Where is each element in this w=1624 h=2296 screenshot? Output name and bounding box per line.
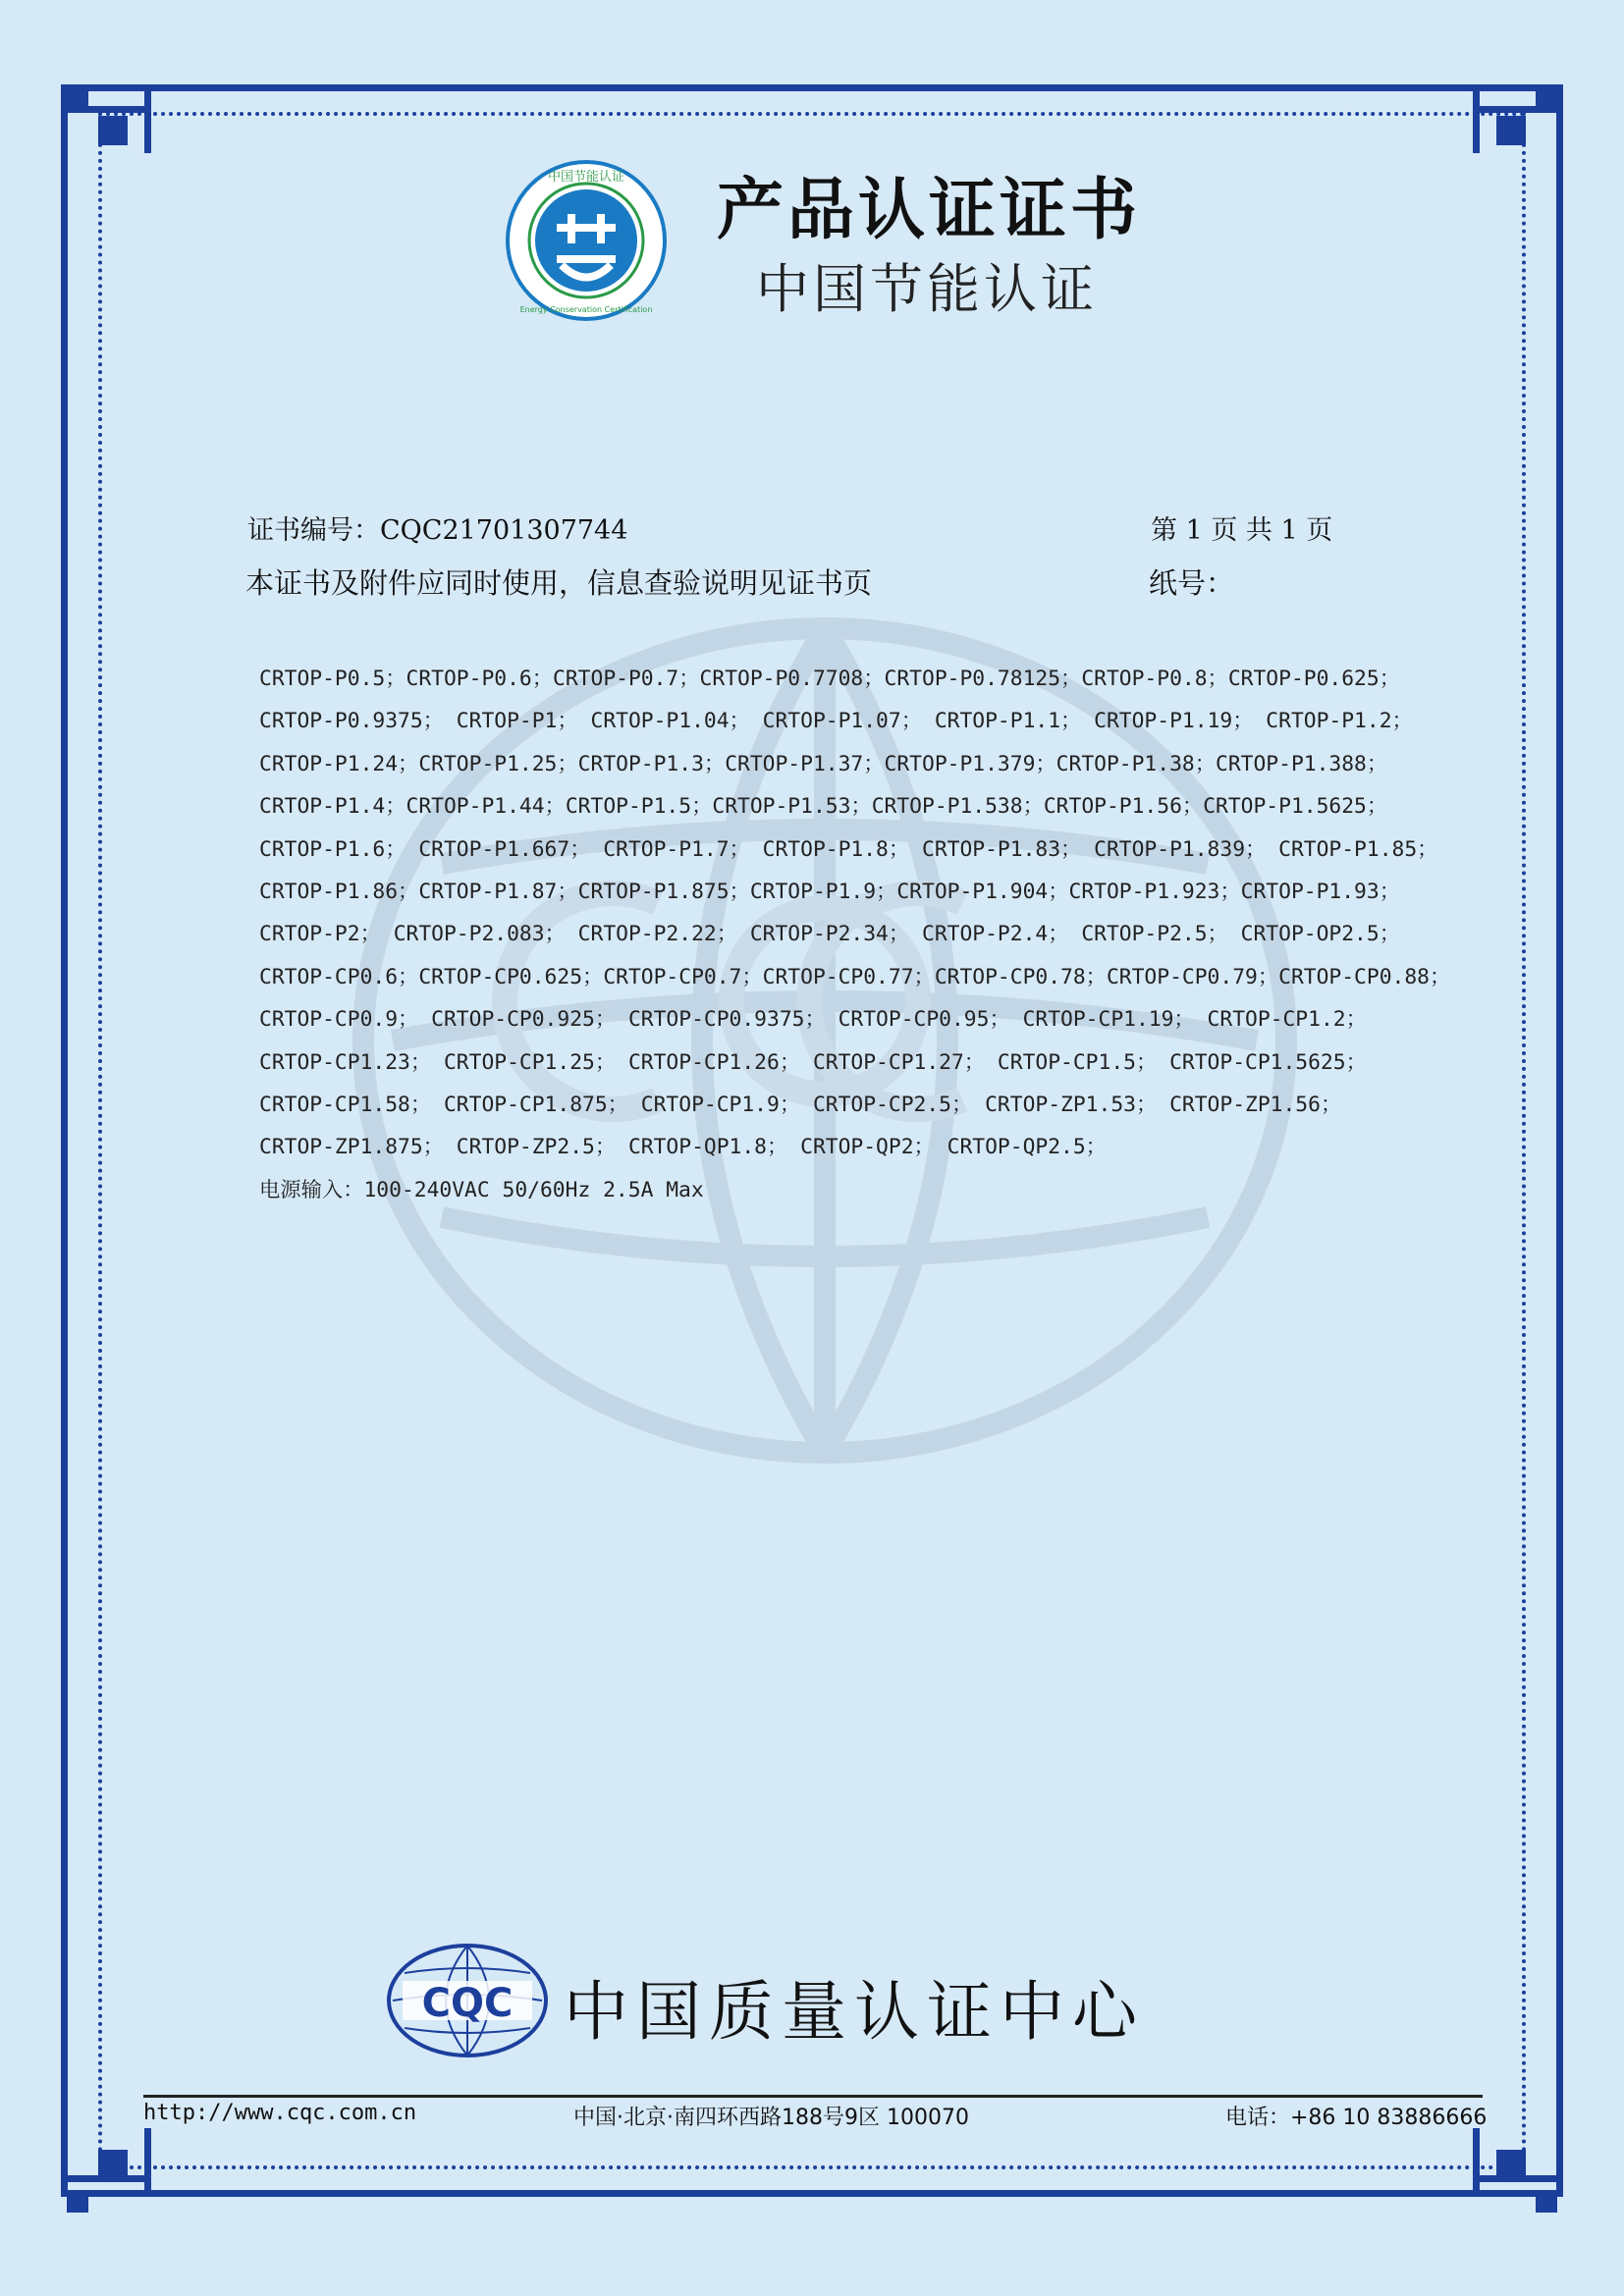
model-line: CRTOP-P1.86；CRTOP-P1.87；CRTOP-P1.875；CRTOP-P1.9；CRTOP-P1.904；CRTOP-P1.923；CRTOP-P1.93； bbox=[259, 880, 1401, 905]
page-count: 第 1 页 共 1 页 bbox=[1151, 515, 1333, 546]
footer-phone: 电话：+86 10 83886666 bbox=[1225, 2106, 1488, 2130]
footer-address: 中国·北京·南四环西路188号9区 100070 bbox=[573, 2106, 969, 2130]
model-line: CRTOP-P1.4；CRTOP-P1.44；CRTOP-P1.5；CRTOP-P1.53；CRTOP-P1.538；CRTOP-P1.56；CRTOP-P1.5625； bbox=[259, 794, 1388, 820]
model-line: CRTOP-P1.6； CRTOP-P1.667； CRTOP-P1.7； CRTOP-P1.8； CRTOP-P1.83； CRTOP-P1.839； CRTOP-P1.85； bbox=[259, 836, 1438, 862]
model-line: CRTOP-P2； CRTOP-P2.083； CRTOP-P2.22； CRTOP-P2.34； CRTOP-P2.4； CRTOP-P2.5； CRTOP-OP2.5； bbox=[259, 922, 1401, 947]
certificate-number: 证书编号：CQC21701307744 bbox=[247, 515, 628, 546]
footer-website-link[interactable]: http://www.cqc.com.cn bbox=[143, 2101, 417, 2125]
model-line: CRTOP-CP1.58； CRTOP-CP1.875； CRTOP-CP1.9； CRTOP-CP2.5； CRTOP-ZP1.53； CRTOP-ZP1.56； bbox=[259, 1093, 1342, 1118]
cqc-logo-icon bbox=[385, 1942, 550, 2059]
seal-en-text: Energy Conservation Certification bbox=[519, 305, 653, 314]
model-line: CRTOP-P0.9375； CRTOP-P1； CRTOP-P1.04； CRTOP-P1.07； CRTOP-P1.1； CRTOP-P1.19； CRTOP-P1.2； bbox=[259, 709, 1413, 734]
usage-note: 本证书及附件应同时使用，信息查验说明见证书页 bbox=[245, 566, 873, 600]
certificate-subtitle: 中国节能认证 bbox=[756, 258, 1098, 320]
paper-number-label: 纸号： bbox=[1149, 566, 1235, 600]
model-line: CRTOP-CP0.6；CRTOP-CP0.625；CRTOP-CP0.7；CRTOP-CP0.77；CRTOP-CP0.78；CRTOP-CP0.79；CRTOP-CP0.88； bbox=[259, 964, 1451, 989]
model-line: CRTOP-CP0.9； CRTOP-CP0.925； CRTOP-CP0.9375； CRTOP-CP0.95； CRTOP-CP1.19； CRTOP-CP1.2； bbox=[259, 1007, 1367, 1033]
cqc-logo-text: CQC bbox=[421, 1981, 514, 2026]
model-line: CRTOP-CP1.23； CRTOP-CP1.25； CRTOP-CP1.26； CRTOP-CP1.27； CRTOP-CP1.5； CRTOP-CP1.5625； bbox=[259, 1049, 1367, 1075]
seal-cn-text: 中国节能认证 bbox=[547, 170, 625, 185]
footer-divider bbox=[143, 2095, 1483, 2098]
model-list bbox=[259, 658, 1451, 1211]
model-line: CRTOP-P1.24；CRTOP-P1.25；CRTOP-P1.3；CRTOP-P1.37；CRTOP-P1.379；CRTOP-P1.38；CRTOP-P1.388； bbox=[259, 751, 1388, 776]
certificate-title: 产品认证证书 bbox=[717, 172, 1142, 249]
model-line: CRTOP-P0.5；CRTOP-P0.6；CRTOP-P0.7；CRTOP-P0.7708；CRTOP-P0.78125；CRTOP-P0.8；CRTOP-P0.625； bbox=[259, 667, 1401, 691]
energy-conservation-seal-icon bbox=[503, 157, 670, 324]
model-line: CRTOP-ZP1.875； CRTOP-ZP2.5； CRTOP-QP1.8； CRTOP-QP2； CRTOP-QP2.5； bbox=[259, 1135, 1107, 1160]
issuer-name: 中国质量认证中心 bbox=[564, 1974, 1145, 2050]
power-input-line: 电源输入：100-240VAC 50/60Hz 2.5A Max bbox=[259, 1177, 704, 1202]
